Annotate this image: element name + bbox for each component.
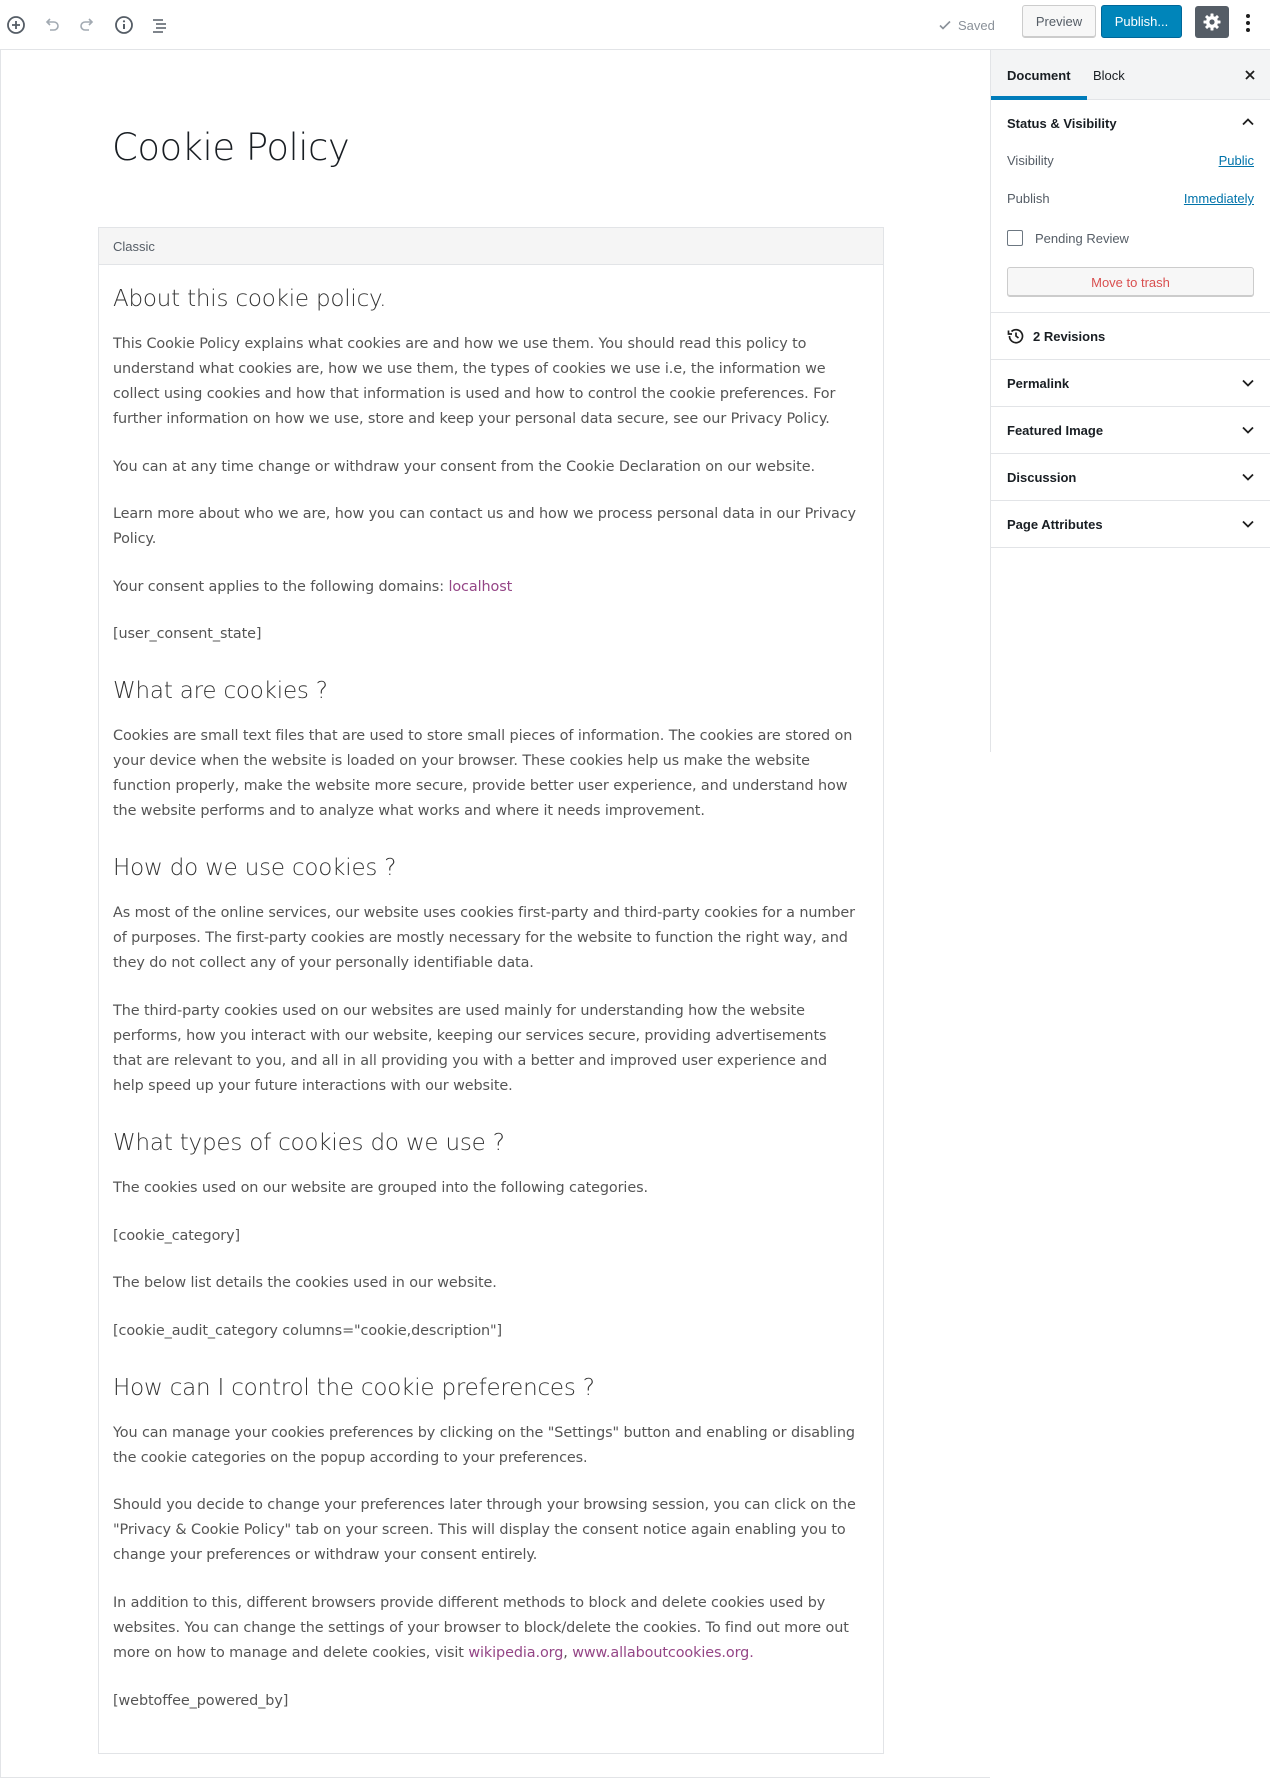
publish-row	[1007, 191, 1254, 206]
settings-sidebar	[990, 50, 1270, 752]
publish-label: Publish	[1007, 191, 1050, 206]
more-menu-button[interactable]	[1236, 8, 1260, 38]
shortcode: [cookie_audit_category columns="cookie,description"]	[113, 1322, 503, 1339]
classic-block-label: Classic	[99, 228, 883, 265]
domain-link[interactable]: localhost	[448, 578, 513, 595]
editor-toolbar	[0, 0, 1270, 50]
preview-button[interactable]: Preview	[1022, 5, 1096, 38]
chevron-down-icon	[1240, 375, 1256, 391]
permalink-panel[interactable]	[991, 360, 1270, 407]
check-icon	[938, 18, 952, 32]
info-icon[interactable]	[109, 10, 139, 40]
panel-title: Status & Visibility	[1007, 116, 1117, 131]
classic-content[interactable]	[99, 265, 859, 1714]
paragraph: Should you decide to change your preferences later through your browsing session, you can click on the "Privacy & Cookie Policy" tab on your screen. This will display the consent notice again enabling you to change your preferences or withdraw your consent entirely.	[113, 1497, 856, 1564]
add-block-icon[interactable]	[1, 10, 31, 40]
undo-icon[interactable]	[37, 10, 67, 40]
saved-label: Saved	[958, 17, 995, 33]
wikipedia-link[interactable]: wikipedia.org	[468, 1644, 564, 1661]
editor-canvas	[0, 50, 990, 1778]
revisions-label: 2 Revisions	[1033, 328, 1106, 344]
visibility-label: Visibility	[1007, 153, 1054, 168]
heading-how: How do we use cookies ?	[113, 855, 397, 882]
gear-icon	[1202, 12, 1222, 32]
panel-title: Page Attributes	[1007, 516, 1103, 532]
chevron-down-icon	[1240, 516, 1256, 532]
tab-block[interactable]: Block	[1093, 67, 1125, 83]
publish-date-toggle[interactable]: Immediately	[1183, 191, 1254, 206]
move-to-trash-button[interactable]: Move to trash	[1007, 267, 1254, 297]
block-navigation-icon[interactable]	[145, 10, 175, 40]
featured-image-panel[interactable]	[991, 407, 1270, 454]
close-icon[interactable]	[1240, 65, 1260, 85]
paragraph	[113, 1591, 859, 1666]
visibility-toggle[interactable]: Public	[1218, 153, 1254, 168]
paragraph: Cookies are small text files that are used to store small pieces of information. The cookies are stored on your device when the website is loaded on your browser. These cookies help us make the website function properly, make the website more secure, provide better user experience, and understand how the website performs and to analyze what works and where it needs improvement.	[113, 728, 853, 820]
paragraph: You can at any time change or withdraw your consent from the Cookie Declaration on our website.	[113, 458, 815, 475]
chevron-up-icon	[1240, 114, 1256, 130]
paragraph: The cookies used on our website are grouped into the following categories.	[113, 1179, 648, 1196]
panel-title: Permalink	[1007, 375, 1070, 391]
paragraph: You can manage your cookies preferences by clicking on the "Settings" button and enabling or disabling the cookie categories on the popup according to your preferences.	[113, 1424, 855, 1466]
allaboutcookies-link[interactable]: www.allaboutcookies.org	[572, 1644, 750, 1661]
shortcode: [cookie_category]	[113, 1227, 241, 1244]
visibility-row	[1007, 153, 1254, 168]
settings-button[interactable]	[1195, 6, 1229, 38]
chevron-down-icon	[1240, 422, 1256, 438]
publish-button[interactable]: Publish...	[1101, 5, 1182, 38]
saved-status	[938, 13, 995, 37]
revisions-link[interactable]	[991, 313, 1270, 360]
shortcode: [user_consent_state]	[113, 626, 262, 643]
domains-text: Your consent applies to the following domains:	[113, 578, 444, 595]
shortcode: [webtoffee_powered_by]	[113, 1692, 289, 1709]
backup-icon	[1007, 327, 1025, 345]
link-end: .	[749, 1644, 754, 1661]
discussion-panel[interactable]	[991, 454, 1270, 501]
status-visibility-toggle[interactable]	[991, 100, 1270, 147]
tab-document[interactable]: Document	[991, 50, 1087, 100]
ellipsis-vertical-icon	[1245, 13, 1251, 33]
page-attributes-panel[interactable]	[991, 501, 1270, 548]
paragraph: This Cookie Policy explains what cookies are and how we use them. You should read this policy to understand what cookies are, how we use them, the types of cookies we use i.e, the information we collect using cookies and how that information is used and how to control the cookie preferences. For further information on how we use, store and keep your personal data secure, see our Privacy Policy.	[113, 336, 836, 427]
panel-title: Discussion	[1007, 469, 1077, 485]
redo-icon[interactable]	[72, 10, 102, 40]
post-title[interactable]: Cookie Policy	[112, 126, 350, 169]
paragraph	[113, 575, 859, 600]
heading-about: About this cookie policy.	[113, 286, 387, 312]
paragraph: Learn more about who we are, how you can contact us and how we process personal data in our Privacy Policy.	[113, 506, 856, 548]
paragraph: The below list details the cookies used in our website.	[113, 1275, 497, 1292]
status-visibility-panel	[991, 100, 1270, 313]
browser-text: In addition to this, different browsers provide different methods to block and delete cookies used by websites. You can change the settings of your browser to block/delete the cookies. To find out more out more on how to manage and delete cookies, visit	[113, 1594, 849, 1661]
chevron-down-icon	[1240, 469, 1256, 485]
pending-review-label: Pending Review	[1035, 230, 1129, 246]
panel-title: Featured Image	[1007, 422, 1104, 438]
heading-what: What are cookies ?	[113, 678, 328, 705]
classic-block[interactable]	[98, 227, 884, 1754]
pending-review-checkbox[interactable]	[1007, 230, 1023, 246]
pending-review-row	[1007, 230, 1129, 246]
paragraph: The third-party cookies used on our websites are used mainly for understanding how the website performs, how you interact with our website, keeping our services secure, providing advertisements that are relevant to you, and all in all providing you with a better and improved user experience and help speed up your future interactions with our website.	[113, 1002, 828, 1094]
heading-types: What types of cookies do we use ?	[113, 1129, 505, 1156]
heading-control: How can I control the cookie preferences ?	[113, 1374, 595, 1401]
paragraph: As most of the online services, our website uses cookies first-party and third-party cookies for a number of purposes. The first-party cookies are mostly necessary for the website to function the right way, and they do not collect any of your personally identifiable data.	[113, 905, 855, 972]
sidebar-tabs	[991, 50, 1270, 100]
link-separator: ,	[563, 1644, 568, 1661]
